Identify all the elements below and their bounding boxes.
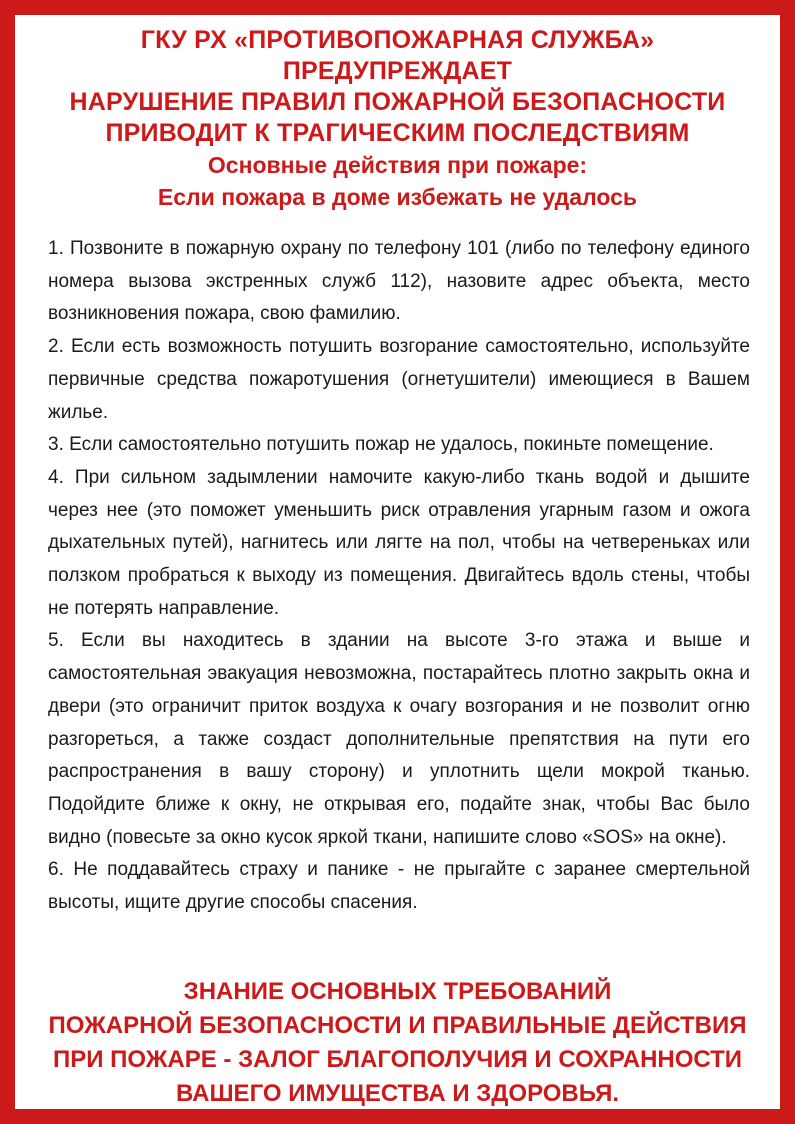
- instruction-item-1: 1. Позвоните в пожарную охрану по телефону 101 (либо по телефону единого номера вызова экстренных служб 112), назовите адрес объекта, место возникновения пожара, свою фамилию.: [48, 238, 750, 325]
- instruction-item-5: 5. Если вы находитесь в здании на высоте 3-го этажа и выше и самостоятельная эвакуация невозможна, постарайтесь плотно закрыть окна и двери (это ограничит приток воздуха к очагу возгорания и не позволит огню разгореться, а также создаст дополнительные препятствия на пути его распространения в вашу сторону) и уплотнить щели мокрой тканью. Подойдите ближе к окну, не открывая его, подайте знак, чтобы Вас было видно (повесьте за окно кусок яркой ткани, напишите слово «SOS» на окне).: [48, 630, 750, 848]
- subtitle-main-actions: Основные действия при пожаре:: [207, 152, 588, 178]
- footer-line-3: ПРИ ПОЖАРЕ - ЗАЛОГ БЛАГОПОЛУЧИЯ И СОХРАННОСТИ: [52, 1046, 743, 1073]
- header-line-warns: ПРЕДУПРЕЖДАЕТ: [282, 57, 513, 85]
- poster-footer: [30, 975, 765, 1111]
- instruction-item-2: 2. Если есть возможность потушить возгорание самостоятельно, используйте первичные средства пожаротушения (огнетушители) имеющиеся в Вашем жилье.: [48, 336, 750, 423]
- poster-header: [30, 25, 765, 213]
- footer-line-2: ПОЖАРНОЙ БЕЗОПАСНОСТИ И ПРАВИЛЬНЫЕ ДЕЙСТВИЯ: [48, 1012, 747, 1039]
- header-line-organization: ГКУ РХ «ПРОТИВОПОЖАРНАЯ СЛУЖБА»: [140, 26, 655, 54]
- instruction-item-4: 4. При сильном задымлении намочите какую-либо ткань водой и дышите через нее (это поможет уменьшить риск отравления угарным газом и ожога дыхательных путей), нагнитесь или лягте на пол, чтобы на четвереньках или ползком пробраться к выходу из помещения. Двигайтесь вдоль стены, чтобы не потерять направление.: [48, 466, 750, 619]
- instructions-list: [48, 233, 750, 920]
- header-line-violation: НАРУШЕНИЕ ПРАВИЛ ПОЖАРНОЙ БЕЗОПАСНОСТИ: [69, 88, 726, 116]
- instruction-item-3: 3. Если самостоятельно потушить пожар не удалось, покиньте помещение.: [48, 434, 714, 456]
- instruction-item-6: 6. Не поддавайтесь страху и панике - не прыгайте с заранее смертельной высоты, ищите другие способы спасения.: [48, 859, 750, 914]
- footer-line-4: ВАШЕГО ИМУЩЕСТВА И ЗДОРОВЬЯ.: [175, 1080, 620, 1107]
- subtitle-if-fire: Если пожара в доме избежать не удалось: [157, 184, 638, 210]
- footer-line-1: ЗНАНИЕ ОСНОВНЫХ ТРЕБОВАНИЙ: [183, 978, 612, 1005]
- header-line-consequences: ПРИВОДИТ К ТРАГИЧЕСКИМ ПОСЛЕДСТВИЯМ: [105, 119, 690, 147]
